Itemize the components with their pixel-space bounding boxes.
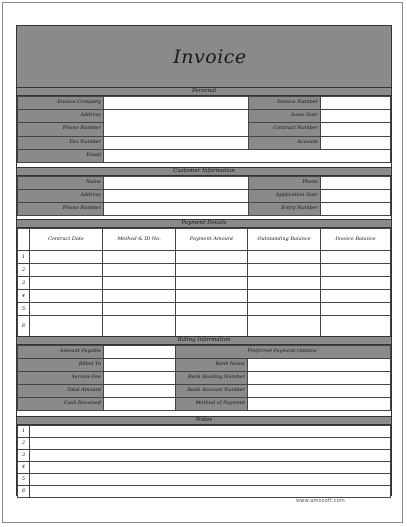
payment-cell[interactable] <box>247 289 321 303</box>
field-bank-name[interactable] <box>247 358 391 372</box>
label-amount-payable: Amount Payable <box>17 345 104 359</box>
payment-cell[interactable] <box>247 302 321 316</box>
field-cash-received[interactable] <box>103 397 176 411</box>
section-header-billing: Billing Information <box>17 336 391 345</box>
payment-cell[interactable] <box>320 263 391 277</box>
payment-row-number: 6 <box>17 315 30 337</box>
page-title: Invoice <box>173 45 247 68</box>
field-customer-phone[interactable] <box>320 176 391 190</box>
field-email[interactable] <box>103 149 391 163</box>
field-customer-address[interactable] <box>103 189 249 203</box>
field-entry-number[interactable] <box>320 202 391 216</box>
field-address[interactable] <box>103 109 249 137</box>
field-contract-number[interactable] <box>320 122 391 137</box>
label-bank-account: Bank Account Number <box>175 384 248 398</box>
label-customer-phone-number: Phone Number <box>17 202 104 216</box>
payment-cell[interactable] <box>102 302 176 316</box>
notes-row-number: 3 <box>17 449 30 462</box>
label-issue-date: Issue Date <box>248 109 321 123</box>
field-company-name[interactable] <box>103 96 249 110</box>
label-invoice-number: Invoice Number <box>248 96 321 110</box>
label-billed-to: Billed To <box>17 358 104 372</box>
label-bank-routing: Bank Routing Number <box>175 371 248 385</box>
payment-cell[interactable] <box>320 289 391 303</box>
payment-col-header: Payment Amount <box>175 228 248 251</box>
payment-cell[interactable] <box>247 276 321 290</box>
label-total-amount: Total Amount <box>17 384 104 398</box>
notes-row-number: 1 <box>17 425 30 438</box>
field-customer-phone-number[interactable] <box>103 202 249 216</box>
label-fax: Fax Number <box>17 136 104 150</box>
label-email: Email <box>17 149 104 163</box>
section-header-personal: Personal <box>17 87 391 96</box>
field-customer-name[interactable] <box>103 176 249 190</box>
label-customer-address: Address <box>17 189 104 203</box>
payment-cell[interactable] <box>247 250 321 264</box>
field-bank-account[interactable] <box>247 384 391 398</box>
page-sheet <box>2 2 403 523</box>
notes-row-number: 2 <box>17 437 30 450</box>
payment-cell[interactable] <box>320 302 391 316</box>
payment-row-number: 2 <box>17 263 30 277</box>
field-account[interactable] <box>320 136 391 150</box>
footer-url: www.amosoft.com <box>296 498 345 504</box>
payment-cell[interactable] <box>175 302 248 316</box>
title-band <box>17 26 391 88</box>
payment-col-header: Method & ID No. <box>102 228 176 251</box>
payment-cell[interactable] <box>102 315 176 337</box>
label-account: Account <box>248 136 321 150</box>
field-issue-date[interactable] <box>320 109 391 123</box>
label-method-of-payment: Method of Payment <box>175 397 248 411</box>
payment-cell[interactable] <box>29 276 103 290</box>
payment-cell[interactable] <box>175 276 248 290</box>
payment-cell[interactable] <box>102 289 176 303</box>
field-billed-to[interactable] <box>103 358 176 372</box>
payment-cell[interactable] <box>175 289 248 303</box>
field-total-amount[interactable] <box>103 384 176 398</box>
payment-cell[interactable] <box>29 263 103 277</box>
section-header-customer: Customer Information <box>17 167 391 176</box>
payment-cell[interactable] <box>29 315 103 337</box>
payment-cell[interactable] <box>320 276 391 290</box>
label-customer-phone: Phone <box>248 176 321 190</box>
payment-row-number: 4 <box>17 289 30 303</box>
section-header-notes: Notes <box>17 416 391 425</box>
notes-line[interactable] <box>29 485 391 498</box>
label-service-fee: Service Fee <box>17 371 104 385</box>
field-service-fee[interactable] <box>103 371 176 385</box>
payment-cell[interactable] <box>247 263 321 277</box>
payment-row-number: 3 <box>17 276 30 290</box>
payment-col-header: Outstanding Balance <box>247 228 321 251</box>
payment-cell[interactable] <box>247 315 321 337</box>
field-amount-payable[interactable] <box>103 345 176 359</box>
payment-cell[interactable] <box>102 263 176 277</box>
payment-cell[interactable] <box>175 315 248 337</box>
label-entry-number: Entry Number <box>248 202 321 216</box>
section-header-payment: Payment Details <box>17 219 391 228</box>
payment-cell[interactable] <box>320 315 391 337</box>
field-invoice-number[interactable] <box>320 96 391 110</box>
payment-cell[interactable] <box>29 250 103 264</box>
payment-col-header: Contract Date <box>29 228 103 251</box>
notes-row-number: 6 <box>17 485 30 498</box>
label-bank-name: Bank Name <box>175 358 248 372</box>
label-cash-received: Cash Received <box>17 397 104 411</box>
field-application-date[interactable] <box>320 189 391 203</box>
label-company-name: Invoice Company <box>17 96 104 110</box>
label-address: Address <box>17 109 104 123</box>
payment-cell[interactable] <box>102 276 176 290</box>
notes-row-number: 4 <box>17 461 30 474</box>
field-fax[interactable] <box>103 136 249 150</box>
field-bank-routing[interactable] <box>247 371 391 385</box>
payment-cell[interactable] <box>320 250 391 264</box>
payment-col-header: Invoice Balance <box>320 228 391 251</box>
label-phone: Phone Number <box>17 122 104 137</box>
payment-cell[interactable] <box>175 263 248 277</box>
payment-row-number: 5 <box>17 302 30 316</box>
label-customer-name: Name <box>17 176 104 190</box>
payment-cell[interactable] <box>29 289 103 303</box>
invoice-form <box>16 25 392 496</box>
label-application-date: Application Date <box>248 189 321 203</box>
payment-cell[interactable] <box>175 250 248 264</box>
field-method-of-payment[interactable] <box>247 397 391 411</box>
payment-cell[interactable] <box>102 250 176 264</box>
payment-row-number: 1 <box>17 250 30 264</box>
label-preferred-options: Preferred Payment Options <box>175 345 391 359</box>
label-contract-number: Contract Number <box>248 122 321 137</box>
notes-row-number: 5 <box>17 473 30 486</box>
payment-cell[interactable] <box>29 302 103 316</box>
